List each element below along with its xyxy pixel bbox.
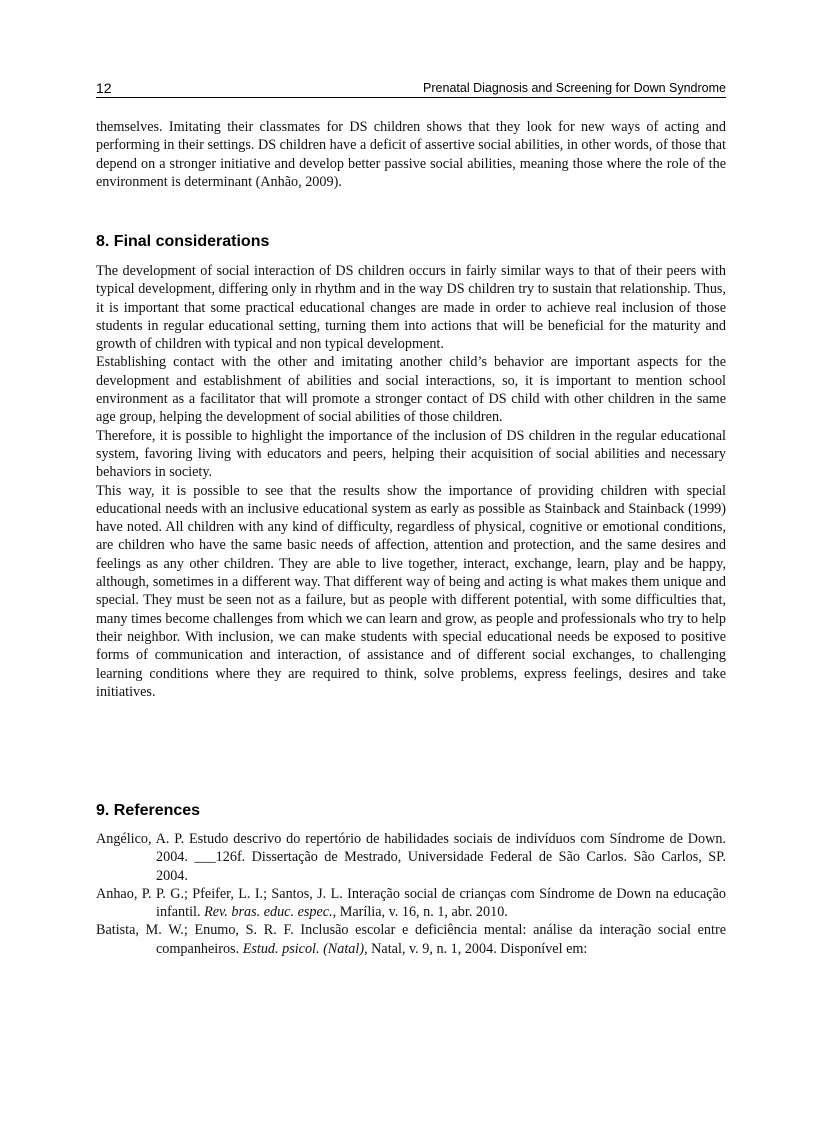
reference-details: , Natal, v. 9, n. 1, 2004. Disponível em: — [364, 940, 588, 957]
reference-text: Batista, M. W.; Enumo, S. R. F. Inclusão escolar e deficiência mental: análise da interação social entre companheiros. — [96, 922, 726, 957]
intro-paragraph: themselves. Imitating their classmates for DS children shows that they look for new ways of acting and performing in their settings. DS children have a deficit of assertive social abilities, in other words, of those that depend on a stronger initiative and develop better passive social abilities, meaning those where the role of the environment is determinant (Anhão, 2009). — [96, 119, 726, 190]
reference-details: , Marília, v. 16, n. 1, abr. 2010. — [332, 904, 508, 921]
paragraph: The development of social interaction of DS children occurs in fairly similar ways to that of their peers with typical development, differing only in rhythm and in the way DS children try to sustain that relationship. Thus, it is important that some practical educational changes are made in order to achieve real inclusion of those students in regular educational setting, turning them into actions that will be beneficial for the maturity and growth of children with typical and non typical development. — [96, 263, 726, 353]
running-title: Prenatal Diagnosis and Screening for Down Syndrome — [423, 81, 726, 95]
reference-item — [96, 885, 726, 922]
final-considerations-body — [96, 262, 726, 701]
reference-item — [96, 921, 726, 958]
reference-journal: Rev. bras. educ. espec. — [204, 904, 333, 921]
page-number: 12 — [96, 80, 112, 96]
paragraph: Therefore, it is possible to highlight the importance of the inclusion of DS children in the regular educational system, favoring living with educators and peers, helping their acquisition of social abilities and necessary behaviors in society. — [96, 427, 726, 481]
paragraph: Establishing contact with the other and imitating another child’s behavior are important aspects for the development and establishment of abilities and social interactions, so, it is important to mention school environment as a facilitator that will promote a stronger contact of DS child with other children in the same age group, helping the development of social abilities of those children. — [96, 354, 726, 426]
reference-text: Angélico, A. P. Estudo descrivo do repertório de habilidades sociais de indivíduos com Síndrome de Down. 2004. ___126f. Dissertação de Mestrado, Universidade Federal de São Carlos. São Carlos, SP. 2004. — [96, 831, 726, 884]
reference-list — [96, 830, 726, 958]
intro-paragraph-block — [96, 118, 726, 191]
section-heading-final-considerations: 8. Final considerations — [96, 233, 270, 250]
running-head — [96, 80, 726, 98]
reference-journal: Estud. psicol. (Natal) — [242, 940, 365, 957]
section-heading-references: 9. References — [96, 802, 201, 819]
reference-item — [96, 830, 726, 885]
reference-text: Anhao, P. P. G.; Pfeifer, L. I.; Santos, J. L. Interação social de crianças com Síndrome de Down na educação infantil. — [96, 885, 726, 921]
paragraph: This way, it is possible to see that the results show the importance of providing children with special educational needs with an inclusive educational system as early as possible as Stainback and Stainback (1999) have noted. All children with any kind of difficulty, regardless of physical, cognitive or emotional conditions, are children who have the same basic needs of affection, attention and protection, and the same desires and feelings as any other children. They are able to live together, interact, exchange, learn, play and be happy, although, sometimes in a different way. That different way of being and acting is what makes them unique and special. They must be seen not as a failure, but as people with different potential, with some difficulties that, many times become challenges from which we can learn and grow, as people and professionals who try to help their neighbor. With inclusion, we can make students with special educational needs be exposed to positive forms of communication and interaction, of assistance and of different social exchanges, to challenging learning conditions where they are required to think, solve problems, express feelings, desires and take initiatives. — [96, 482, 726, 700]
